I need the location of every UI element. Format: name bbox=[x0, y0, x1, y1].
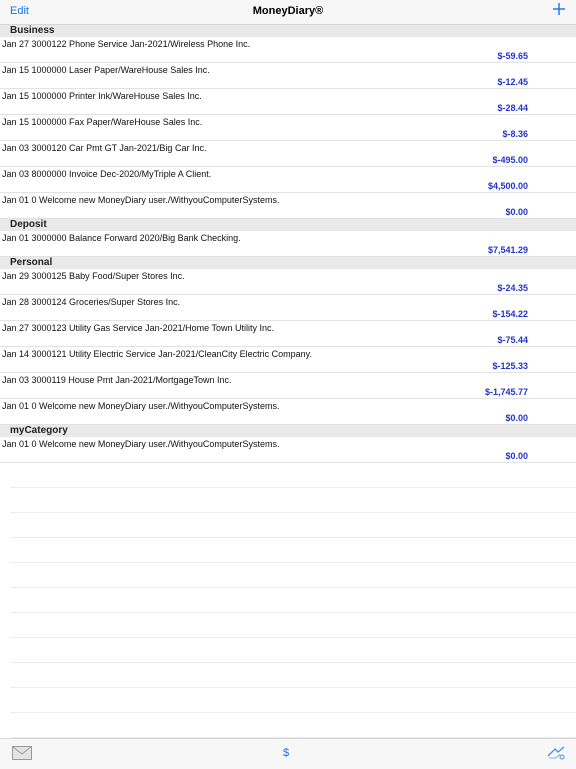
transaction-amount: $-75.44 bbox=[497, 335, 528, 345]
transaction-description: Jan 01 3000000 Balance Forward 2020/Big Bank Checking. bbox=[2, 233, 241, 243]
sync-icon[interactable] bbox=[546, 745, 566, 761]
empty-row bbox=[10, 488, 576, 513]
transaction-amount: $-154.22 bbox=[492, 309, 528, 319]
transaction-amount: $4,500.00 bbox=[487, 181, 528, 191]
empty-row bbox=[10, 588, 576, 613]
transaction-row[interactable] bbox=[0, 89, 576, 115]
section-header: Deposit bbox=[0, 219, 576, 231]
transaction-description: Jan 01 0 Welcome new MoneyDiary user./WithyouComputerSystems. bbox=[2, 401, 280, 411]
empty-row bbox=[10, 513, 576, 538]
transaction-description: Jan 14 3000121 Utility Electric Service Jan-2021/CleanCity Electric Company. bbox=[2, 349, 312, 359]
transaction-row[interactable] bbox=[0, 399, 576, 425]
transaction-row[interactable] bbox=[0, 295, 576, 321]
transaction-amount: $-24.35 bbox=[497, 283, 528, 293]
transaction-row[interactable] bbox=[0, 231, 576, 257]
transaction-description: Jan 03 3000120 Car Pmt GT Jan-2021/Big Car Inc. bbox=[2, 143, 207, 153]
transaction-row[interactable] bbox=[0, 373, 576, 399]
transaction-description: Jan 27 3000123 Utility Gas Service Jan-2021/Home Town Utility Inc. bbox=[2, 323, 274, 333]
transaction-amount: $-28.44 bbox=[497, 103, 528, 113]
page-title: MoneyDiary® bbox=[252, 5, 324, 17]
transaction-row[interactable] bbox=[0, 141, 576, 167]
transaction-description: Jan 03 8000000 Invoice Dec-2020/MyTriple A Client. bbox=[2, 169, 212, 179]
section-header: myCategory bbox=[0, 425, 576, 437]
empty-row bbox=[10, 613, 576, 638]
empty-row bbox=[10, 563, 576, 588]
transaction-row[interactable] bbox=[0, 37, 576, 63]
transaction-description: Jan 15 1000000 Fax Paper/WareHouse Sales Inc. bbox=[2, 117, 203, 127]
empty-row bbox=[10, 688, 576, 713]
transaction-amount: $-12.45 bbox=[497, 77, 528, 87]
transaction-amount: $-125.33 bbox=[492, 361, 528, 371]
transaction-row[interactable] bbox=[0, 321, 576, 347]
plus-icon[interactable] bbox=[552, 2, 566, 16]
transaction-amount: $0.00 bbox=[505, 413, 528, 423]
transaction-amount: $0.00 bbox=[505, 451, 528, 461]
transaction-description: Jan 01 0 Welcome new MoneyDiary user./WithyouComputerSystems. bbox=[2, 195, 280, 205]
empty-row bbox=[10, 663, 576, 688]
section-header: Personal bbox=[0, 257, 576, 269]
transaction-description: Jan 28 3000124 Groceries/Super Stores Inc. bbox=[2, 297, 181, 307]
transaction-description: Jan 03 3000119 House Pmt Jan-2021/MortgageTown Inc. bbox=[2, 375, 232, 385]
transaction-row[interactable] bbox=[0, 269, 576, 295]
dollar-button[interactable]: $ bbox=[283, 747, 290, 759]
transaction-amount: $-495.00 bbox=[492, 155, 528, 165]
transaction-amount: $-59.65 bbox=[497, 51, 528, 61]
transaction-row[interactable] bbox=[0, 167, 576, 193]
empty-row bbox=[10, 538, 576, 563]
transaction-list[interactable] bbox=[0, 25, 576, 738]
section-header: Business bbox=[0, 25, 576, 37]
empty-row bbox=[10, 463, 576, 488]
transaction-row[interactable] bbox=[0, 63, 576, 89]
transaction-description: Jan 01 0 Welcome new MoneyDiary user./WithyouComputerSystems. bbox=[2, 439, 280, 449]
transaction-description: Jan 27 3000122 Phone Service Jan-2021/Wireless Phone Inc. bbox=[2, 39, 251, 49]
navigation-bar bbox=[0, 0, 576, 25]
transaction-amount: $7,541.29 bbox=[487, 245, 528, 255]
transaction-amount: $-8.36 bbox=[502, 129, 528, 139]
transaction-description: Jan 29 3000125 Baby Food/Super Stores Inc. bbox=[2, 271, 185, 281]
bottom-toolbar bbox=[0, 738, 576, 769]
transaction-description: Jan 15 1000000 Laser Paper/WareHouse Sales Inc. bbox=[2, 65, 210, 75]
transaction-row[interactable] bbox=[0, 115, 576, 141]
edit-button[interactable]: Edit bbox=[10, 5, 29, 17]
transaction-row[interactable] bbox=[0, 437, 576, 463]
empty-row bbox=[10, 638, 576, 663]
transaction-row[interactable] bbox=[0, 347, 576, 373]
transaction-amount: $-1,745.77 bbox=[484, 387, 528, 397]
envelope-icon[interactable] bbox=[12, 746, 32, 760]
empty-row bbox=[10, 713, 576, 738]
transaction-row[interactable] bbox=[0, 193, 576, 219]
transaction-description: Jan 15 1000000 Printer Ink/WareHouse Sales Inc. bbox=[2, 91, 202, 101]
transaction-amount: $0.00 bbox=[505, 207, 528, 217]
